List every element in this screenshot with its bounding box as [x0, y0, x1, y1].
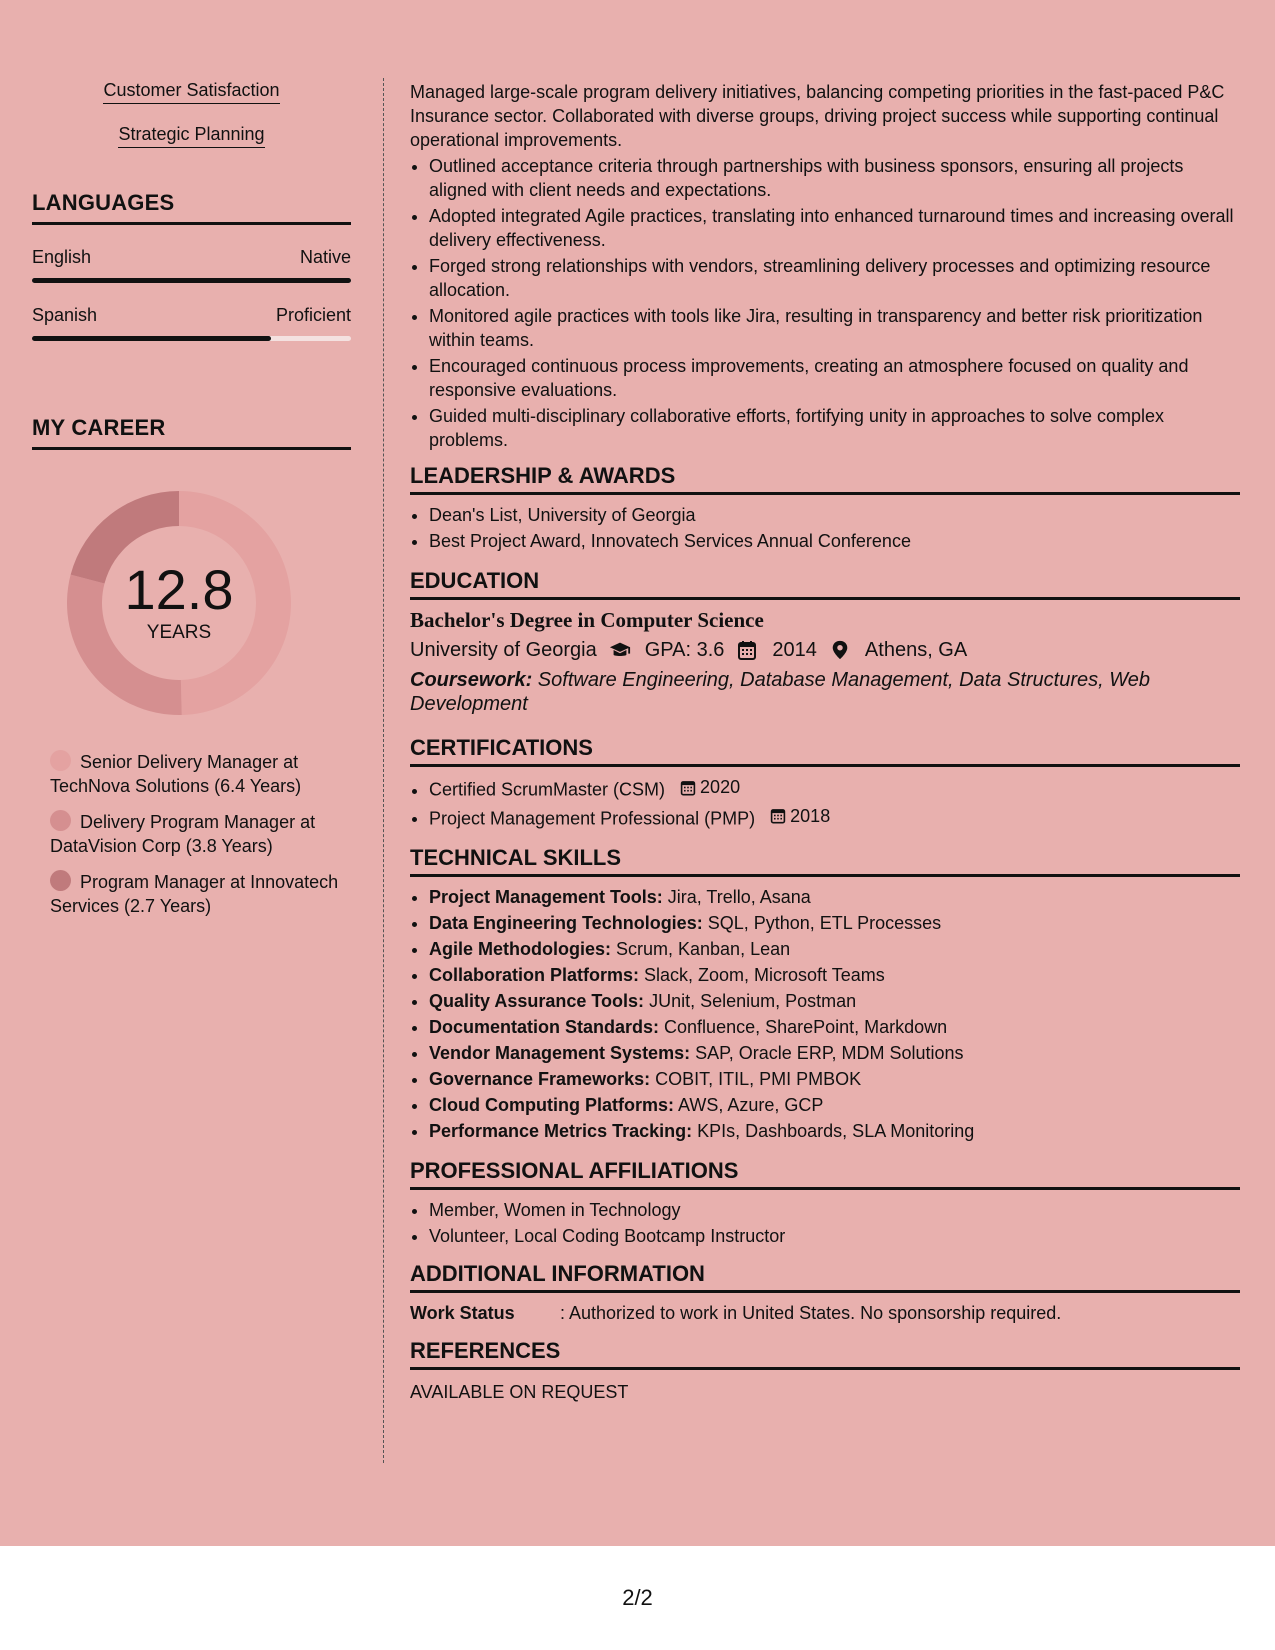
- calendar-icon: [680, 779, 696, 796]
- education-heading: EDUCATION: [410, 569, 1240, 600]
- affiliations-heading: PROFESSIONAL AFFILIATIONS: [410, 1159, 1240, 1190]
- graduation-cap-icon: [609, 640, 631, 660]
- list-item: • Data Engineering Technologies: SQL, Python, ETL Processes: [429, 911, 1240, 935]
- language-name: Spanish: [32, 305, 98, 325]
- list-item: • Performance Metrics Tracking: KPIs, Dashboards, SLA Monitoring: [429, 1119, 1240, 1143]
- list-item: • Dean's List, University of Georgia: [429, 503, 1240, 527]
- career-donut-chart: [66, 490, 292, 716]
- certifications-heading: CERTIFICATIONS: [410, 736, 1240, 767]
- page-footer: [0, 1546, 1275, 1650]
- legend-dot-icon: [50, 870, 71, 891]
- career-years-unit: YEARS: [146, 622, 212, 643]
- experience-summary: Managed large-scale program delivery initiatives, balancing competing priorities in the fast-paced P&C Insurance sector. Collaborated with diverse groups, driving project success while supporting continual operational improvements.: [410, 82, 1225, 150]
- list-item: • Forged strong relationships with vendors, streamlining delivery processes and optimizing resource allocation.: [429, 254, 1240, 302]
- language-name: English: [32, 247, 92, 267]
- list-item: • Best Project Award, Innovatech Services Annual Conference: [429, 529, 1240, 553]
- location-pin-icon: [829, 640, 851, 660]
- career-total-years: 12.8: [124, 558, 234, 621]
- list-item: • Cloud Computing Platforms: AWS, Azure, GCP: [429, 1093, 1240, 1117]
- references-heading: REFERENCES: [410, 1339, 1240, 1370]
- list-item: • Guided multi-disciplinary collaborative efforts, fortifying unity in approaches to solve complex problems.: [429, 404, 1240, 452]
- legend-dot-icon: [50, 810, 71, 831]
- list-item: • Quality Assurance Tools: JUnit, Selenium, Postman: [429, 989, 1240, 1013]
- column-divider: [383, 78, 384, 1463]
- coursework: Coursework: Software Engineering, Database Management, Data Structures, Web Development: [410, 669, 1150, 715]
- legend-dot-icon: [50, 750, 71, 771]
- list-item: • Agile Methodologies: Scrum, Kanban, Lean: [429, 937, 1240, 961]
- language-level: Proficient: [275, 305, 351, 325]
- graduation-year: 2014: [772, 639, 817, 661]
- list-item: • Adopted integrated Agile practices, translating into enhanced turnaround times and increasing overall delivery effectiveness.: [429, 204, 1240, 252]
- work-status-row: [410, 1301, 1240, 1325]
- language-level: Native: [299, 247, 351, 267]
- education-meta: [410, 638, 1240, 662]
- career-legend-item: Senior Delivery Manager at TechNova Solutions (6.4 Years): [50, 752, 302, 796]
- calendar-icon: [770, 807, 786, 824]
- additional-info-heading: ADDITIONAL INFORMATION: [410, 1262, 1240, 1293]
- list-item: • Project Management Tools: Jira, Trello, Asana: [429, 885, 1240, 909]
- language-bar-fill: [32, 278, 351, 283]
- list-item: • Collaboration Platforms: Slack, Zoom, Microsoft Teams: [429, 963, 1240, 987]
- list-item: • Project Management Professional (PMP) 2018: [429, 804, 1240, 831]
- list-item: • Certified ScrumMaster (CSM) 2020: [429, 775, 1240, 802]
- technical-skills-heading: TECHNICAL SKILLS: [410, 846, 1240, 877]
- language-bar: [32, 278, 351, 283]
- awards-list: [410, 503, 1240, 553]
- left-column: [32, 80, 351, 930]
- career-legend-item: Program Manager at Innovatech Services (2.7 Years): [50, 872, 339, 916]
- page-number: 2/2: [622, 1585, 653, 1610]
- technical-skills-list: [410, 885, 1240, 1143]
- list-item: • Outlined acceptance criteria through partnerships with business sponsors, ensuring all projects aligned with client needs and expectations.: [429, 154, 1240, 202]
- skill-item: Customer Satisfaction: [32, 80, 351, 104]
- school-location: Athens, GA: [864, 639, 968, 661]
- gpa: GPA: 3.6: [644, 639, 725, 661]
- list-item: • Vendor Management Systems: SAP, Oracle ERP, MDM Solutions: [429, 1041, 1240, 1065]
- list-item: • Member, Women in Technology: [429, 1198, 1240, 1222]
- work-status-label: Work Status: [410, 1303, 515, 1323]
- languages-heading: LANGUAGES: [32, 190, 351, 225]
- list-item: • Documentation Standards: Confluence, SharePoint, Markdown: [429, 1015, 1240, 1039]
- references-text: AVAILABLE ON REQUEST: [410, 1382, 629, 1402]
- list-item: • Governance Frameworks: COBIT, ITIL, PMI PMBOK: [429, 1067, 1240, 1091]
- skill-item: Strategic Planning: [32, 124, 351, 148]
- language-item: [32, 247, 351, 283]
- right-column: [410, 80, 1240, 1404]
- experience-bullets: [410, 154, 1240, 452]
- language-bar-fill: [32, 336, 271, 341]
- degree-title: Bachelor's Degree in Computer Science: [410, 608, 764, 632]
- language-bar: [32, 336, 351, 341]
- career-heading: MY CAREER: [32, 415, 351, 450]
- awards-heading: LEADERSHIP & AWARDS: [410, 464, 1240, 495]
- calendar-icon: [736, 640, 758, 660]
- school-name: University of Georgia: [410, 639, 597, 661]
- list-item: • Monitored agile practices with tools like Jira, resulting in transparency and better risk prioritization within teams.: [429, 304, 1240, 352]
- list-item: • Encouraged continuous process improvements, creating an atmosphere focused on quality and responsive evaluations.: [429, 354, 1240, 402]
- career-legend-item: Delivery Program Manager at DataVision Corp (3.8 Years): [50, 812, 316, 856]
- certifications-list: [410, 775, 1240, 830]
- affiliations-list: [410, 1198, 1240, 1248]
- career-legend: [50, 750, 351, 918]
- language-item: [32, 305, 351, 341]
- work-status-value: : Authorized to work in United States. No sponsorship required.: [560, 1303, 1062, 1323]
- list-item: • Volunteer, Local Coding Bootcamp Instructor: [429, 1224, 1240, 1248]
